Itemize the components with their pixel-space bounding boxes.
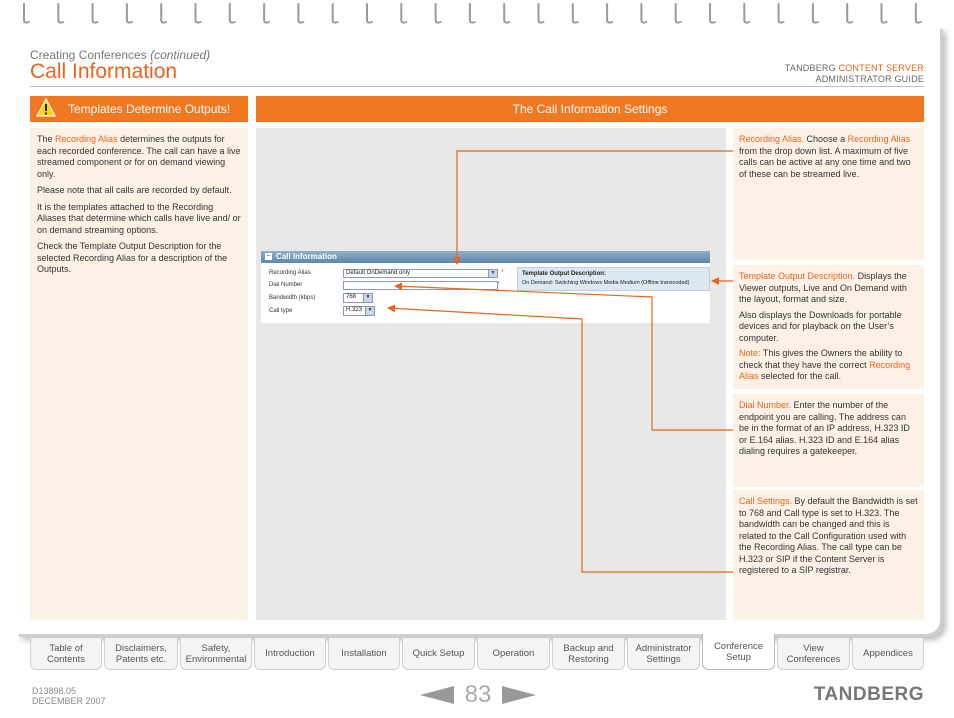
tab-label-line1: Table of bbox=[49, 642, 83, 654]
tab-label-line1: Appendices bbox=[863, 648, 913, 659]
tip-paragraph-4: Check the Template Output Description for the selected Recording Alias for a description of the Outputs. bbox=[37, 241, 228, 274]
binder-ring bbox=[333, 4, 338, 23]
chevron-down-icon: ▼ bbox=[365, 307, 374, 315]
tip-panel bbox=[30, 128, 248, 620]
tab-label-line1: Operation bbox=[492, 648, 535, 659]
callout-call-settings: Call Settings. By default the Bandwidth is set to 768 and Call type is set to H.323. The bandwidth can be changed and this is related to the Call Configuration used with the Recording Alias. The call type can be H.323 or SIP if the Content Server is registered to a SIP registrar. bbox=[733, 490, 924, 620]
page-title: Call Information bbox=[30, 60, 178, 83]
tip-bar bbox=[30, 96, 248, 122]
bandwidth-label: Bandwidth (kbps) bbox=[269, 295, 316, 301]
tab-disclaimers[interactable] bbox=[104, 638, 178, 670]
binder-ring bbox=[607, 4, 612, 23]
binder-ring bbox=[230, 4, 235, 23]
template-output-box bbox=[517, 267, 710, 291]
template-output-value: On Demand: Switching Windows Media Medium (Offline transcoded) bbox=[522, 280, 690, 286]
tab-label-line2: Restoring bbox=[568, 653, 609, 665]
tab-safety[interactable] bbox=[180, 638, 252, 670]
next-page-arrow-icon[interactable] bbox=[502, 686, 536, 704]
dial-number-input[interactable] bbox=[343, 281, 498, 290]
chevron-down-icon: ▼ bbox=[488, 270, 497, 277]
binder-ring bbox=[847, 4, 852, 23]
call-type-select[interactable]: H.323 ▼ bbox=[343, 306, 375, 316]
recording-alias-label: Recording Alias bbox=[269, 270, 311, 276]
header-rule bbox=[30, 86, 924, 87]
section-label: Creating Conferences (continued) bbox=[30, 48, 211, 62]
tab-view[interactable] bbox=[777, 638, 850, 670]
tab-label-line1: View bbox=[803, 642, 824, 654]
dial-number-label: Dial Number bbox=[269, 282, 303, 288]
binder-ring bbox=[813, 4, 818, 23]
callout-dial-number: Dial Number. Enter the number of the endpoint you are calling. The address can be in the format of an IP address, H.323 ID or E.164 alias. H.323 ID and E.164 alias dialing requires a gatekeeper. bbox=[733, 394, 924, 487]
required-star: * bbox=[497, 281, 500, 288]
tab-label-line2: Environmental bbox=[185, 653, 247, 665]
tab-appendices[interactable] bbox=[852, 638, 924, 670]
collapse-icon[interactable]: − bbox=[266, 253, 271, 261]
tandberg-logo: TANDBERG bbox=[813, 684, 924, 705]
tab-conference[interactable] bbox=[702, 634, 775, 670]
tab-label-line1: Disclaimers, bbox=[115, 642, 167, 654]
binder-ring bbox=[196, 4, 201, 23]
binder-ring bbox=[573, 4, 578, 23]
tab-label-line1: Administrator bbox=[635, 642, 692, 654]
tab-operation[interactable] bbox=[477, 638, 550, 670]
tab-label-line2: Setup bbox=[726, 651, 751, 663]
screenshot-area bbox=[256, 128, 726, 620]
binder-ring bbox=[504, 4, 509, 23]
binder-ring bbox=[641, 4, 646, 23]
binder-ring bbox=[710, 4, 715, 23]
tab-quick-setup[interactable] bbox=[402, 638, 475, 670]
tab-label-line2: Patents etc. bbox=[115, 653, 167, 665]
tab-label-line2: Settings bbox=[646, 653, 681, 665]
binder-ring bbox=[298, 4, 303, 23]
binder-ring bbox=[676, 4, 681, 23]
callout-recording-alias: Recording Alias. Choose a Recording Alias from the drop down list. A maximum of five calls can be active at any one time and two of these can be streamed live. bbox=[733, 128, 924, 260]
binder-ring bbox=[470, 4, 475, 23]
callout-template-output: Template Output Description. Displays the Viewer outputs, Live and On Demand with the layout, format and size. Also displays the Downloads for portable devices and for playback on the User’s computer. Note: This gives the Owners the ability to check that they have the correct Recording Alias selected for the call. bbox=[733, 265, 924, 389]
binder-ring bbox=[93, 4, 98, 23]
binder-ring bbox=[161, 4, 166, 23]
form-title-bar: − Call Information bbox=[261, 251, 710, 263]
main-bar bbox=[256, 96, 924, 122]
warning-icon bbox=[36, 98, 56, 118]
binder-ring bbox=[436, 4, 441, 23]
tip-paragraph-2: Please note that all calls are recorded by default. bbox=[37, 185, 232, 195]
call-information-form bbox=[261, 251, 710, 323]
recording-alias-select[interactable]: Default OnDemand only ▼ bbox=[343, 269, 498, 278]
chevron-down-icon: ▼ bbox=[363, 294, 372, 302]
template-output-title: Template Output Description: bbox=[522, 271, 606, 277]
tab-backup-and[interactable] bbox=[552, 638, 625, 670]
main-bar-title: The Call Information Settings bbox=[512, 102, 668, 116]
binder-ring bbox=[367, 4, 372, 23]
previous-page-arrow-icon[interactable] bbox=[420, 686, 454, 704]
tab-label-line1: Conference bbox=[713, 640, 764, 652]
binder-ring bbox=[539, 4, 544, 23]
binder-ring bbox=[916, 4, 921, 23]
binder-ring bbox=[779, 4, 784, 23]
tab-administrator[interactable] bbox=[627, 638, 700, 670]
call-type-label: Call type bbox=[269, 308, 293, 314]
binder-ring bbox=[24, 4, 29, 23]
brand-block: TANDBERG CONTENT SERVER ADMINISTRATOR GUIDE bbox=[784, 63, 924, 84]
doc-number: D13898.05 DECEMBER 2007 bbox=[32, 686, 106, 706]
tab-label-line1: Introduction bbox=[265, 648, 315, 659]
tab-table-of[interactable] bbox=[30, 638, 102, 670]
tab-installation[interactable] bbox=[328, 638, 400, 670]
page-number: 83 bbox=[464, 681, 492, 708]
tab-label-line1: Quick Setup bbox=[412, 648, 465, 659]
tab-introduction[interactable] bbox=[254, 638, 326, 670]
binder-ring bbox=[744, 4, 749, 23]
tab-label-line1: Safety, bbox=[201, 642, 231, 654]
tab-label-line1: Backup and bbox=[563, 642, 614, 654]
page-navigation bbox=[420, 680, 536, 710]
binder-ring bbox=[127, 4, 132, 23]
tip-paragraph-1: The Recording Alias determines the outputs for each recorded conference. The call can have a live streamed component or for on demand viewing only. bbox=[37, 134, 241, 179]
tab-label-line2: Conferences bbox=[786, 653, 841, 665]
binder-ring bbox=[264, 4, 269, 23]
required-star: * bbox=[501, 269, 504, 276]
tip-paragraph-3: It is the templates attached to the Recording Aliases that determine which calls have live and/ or on demand streaming options. bbox=[37, 201, 241, 235]
bandwidth-select[interactable]: 768 ▼ bbox=[343, 293, 373, 303]
tab-label-line2: Contents bbox=[46, 653, 86, 665]
binder-ring bbox=[58, 4, 63, 23]
binder-ring bbox=[882, 4, 887, 23]
tab-label-line1: Installation bbox=[341, 648, 387, 659]
binder-rings bbox=[0, 0, 954, 26]
tip-bar-title: Templates Determine Outputs! bbox=[68, 102, 231, 116]
binder-ring bbox=[401, 4, 406, 23]
